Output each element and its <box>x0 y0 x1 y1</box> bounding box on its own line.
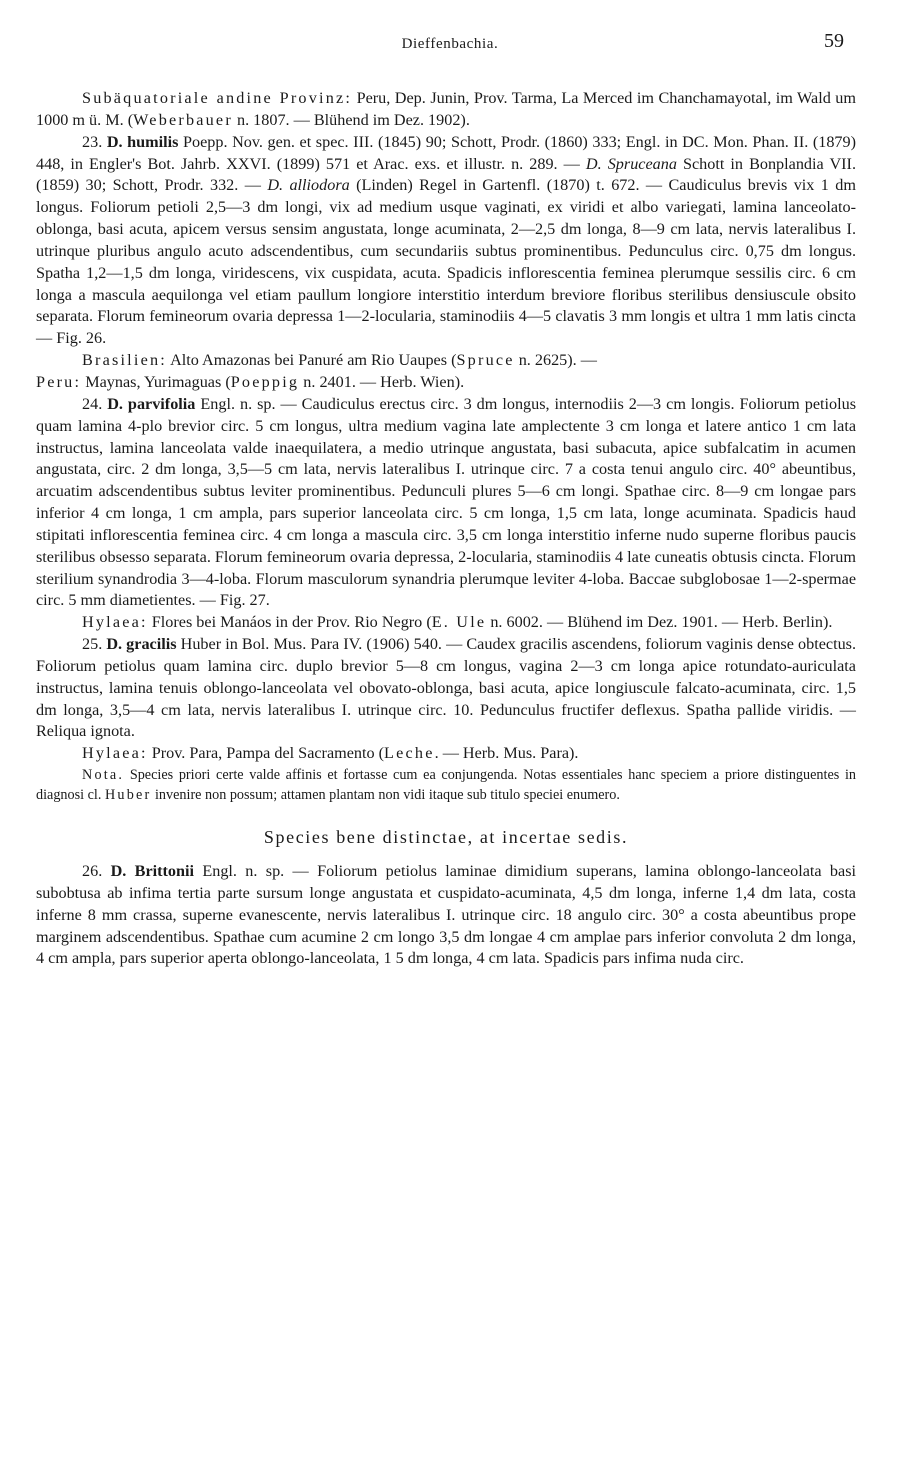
region-label: Brasilien: <box>82 351 167 370</box>
running-title: Dieffenbachia. <box>401 36 499 52</box>
species-number: 25. <box>82 635 107 654</box>
species-number: 23. <box>82 132 107 151</box>
species-number: 26. <box>82 862 111 880</box>
synonym-name: D. Spruceana <box>585 154 677 173</box>
collector-name: Weberbauer <box>133 110 233 129</box>
distribution-paragraph-peru <box>36 88 856 132</box>
paragraph-text: n. 2401. — Herb. Wien). <box>299 372 465 391</box>
nota-label: Nota. <box>82 767 125 784</box>
paragraph-text: Huber in Bol. Mus. Para IV. (1906) 540. — Caudex gracilis ascendens, foliorum vaginis dense obtectus. Foliorum petiolus quam lamina circ. duplo brevior 5—8 cm longus, vagina 2—3 cm longa apice rotundato-auriculata instructus, lamina tenuis oblongo-lanceolata vel obovato-oblonga, basi acuta, apice longiuscule falcato-acuminata, circ. 1,5 dm longa, 3,5—4 cm lata, nervis lateralibus I. utrinque circ. 10. Pedunculus fructifer deflexus. Spatha pallide viridis. — Reliqua ignota. <box>36 635 857 741</box>
region-label: Hylaea: <box>82 744 148 763</box>
paragraph-text: Schott in Bonplandia VII. (1859) 30; Schott, Prodr. 332. — <box>36 154 856 195</box>
collector-name: Leche <box>384 744 435 763</box>
distribution-paragraph <box>36 350 856 372</box>
species-number: 24. <box>82 394 108 413</box>
paragraph-text: Species priori certe valde affinis et fortasse cum ea conjungenda. Notas essentiales hanc speciem a priore distinguentes in diagnosi cl. <box>36 767 856 803</box>
species-name: D. humilis <box>106 132 179 151</box>
paragraph-text: Maynas, Yurimaguas ( <box>81 372 231 391</box>
paragraph-text: Engl. n. sp. — Caudiculus erectus circ. 3 dm longus, internodiis 2—3 cm longis. Foliorum petiolus quam lamina 4-plo brevior circ. 5 cm longus, ultra medium vagina late amplectente 3 cm longa et latere antico 1 cm lata instructus, lamina lanceolata valde inaequilatera, a medio utrinque angustata, basi subacuta, apice subfalcatim in acumen angustata, circ. 2 dm longa, 3,5—5 cm lata, nervis lateralibus I. utrinque circ. 7 a costa tenui angulo circ. 40° abeuntibus, arcuatim adscendentibus subtus leviter prominentibus. Pedunculi plures 5—6 cm longi. Spathae circ. 8—9 cm longae pars inferior 4 cm longa, 1 cm ampla, pars superior lanceolata circ. 5 cm longa, 1,5 cm lata, longe acuminata. Spadicis haud stipitati inflorescentia feminea circ. 4 cm longa a mascula circ. 3,5 cm longa interstitio inferne nudo superne floribus paucis sterilibus obsesso separata. Florum femineorum ovaria depressa, 2-locularia, staminodiis 4 late cuneatis obtusis cincta. Florum sterilium synandrodia 3—4-loba. Florum masculorum synandria plerumque leviter 4-loba. Baccae subglobosae 1—2-spermae circ. 5 mm diametientes. — Fig. 27. <box>36 394 856 610</box>
paragraph-text: . — Herb. Mus. Para). <box>434 744 579 763</box>
species-entry-23 <box>36 132 856 350</box>
collector-name: Poeppig <box>230 372 300 391</box>
synonym-name: D. alliodora <box>267 176 350 195</box>
paragraph-text: Poepp. Nov. gen. et spec. III. (1845) 90; Schott, Prodr. (1860) 333; Engl. in DC. Mon. Phan. II. (1879) 448, in Engler's Bot. Jahrb. XXVI. (1899) 571 et Arac. exs. et illustr. n. 289. — <box>36 132 856 173</box>
species-entry-24 <box>36 394 856 612</box>
page-number: 59 <box>824 30 844 52</box>
collector-name: E. Ule <box>431 613 487 632</box>
paragraph-text: Peru, Dep. Junin, Prov. Tarma, La Merced im Chanchamayotal, im Wald um 1000 m ü. M. ( <box>36 89 856 129</box>
paragraph-text: Alto Amazonas bei Panuré am Rio Uaupes ( <box>166 351 457 370</box>
section-heading: Species bene distinctae, at incertae sedis. <box>263 827 629 848</box>
distribution-paragraph <box>36 372 856 394</box>
page-body <box>36 88 856 970</box>
distribution-paragraph <box>36 743 856 765</box>
paragraph-text: invenire non possum; attamen plantam non vidi itaque sub titulo speciei enumero. <box>151 786 620 803</box>
paragraph-text: Engl. n. sp. — Foliorum petiolus laminae dimidium superans, lamina oblongo-lanceolata basi subobtusa ab infima tertia parte sursum longe angustata et cuspidato-acuminata, 4,5 dm longa, inferne 1,4 dm lata, costa inferne 8 mm crassa, superne evanescente, nervis lateralibus I. utrinque circ. 18 angulo circ. 30° a costa abeuntibus prope marginem adscendentibus. Spathae cum acumine 2 cm longo 3,5 dm longae 4 cm amplae pars inferior convoluta 2 dm longa, 4 cm ampla, pars superior aperta oblongo-lanceolata, 1 5 dm longa, 4 cm lata. Spadicis pars infima nuda circ. <box>36 862 857 968</box>
species-entry-26 <box>36 861 856 970</box>
region-label: Subäquatoriale andine Provinz: <box>82 89 353 107</box>
paragraph-text: Prov. Para, Pampa del Sacramento ( <box>147 744 385 763</box>
paragraph-text: n. 2625). — <box>514 351 597 370</box>
species-name: D. gracilis <box>106 635 177 654</box>
region-label: Hylaea: <box>82 613 148 632</box>
paragraph-text: Flores bei Manáos in der Prov. Rio Negro ( <box>147 613 432 632</box>
collector-name: Spruce <box>456 351 515 370</box>
author-name: Huber <box>104 786 152 803</box>
species-entry-25 <box>36 634 856 743</box>
nota-paragraph <box>36 766 856 805</box>
paragraph-text: n. 6002. — Blühend im Dez. 1901. — Herb. Berlin). <box>486 613 833 632</box>
species-name: D. parvifolia <box>107 394 196 413</box>
region-label: Peru: <box>36 372 82 391</box>
distribution-paragraph <box>36 612 856 634</box>
paragraph-text: (Linden) Regel in Gartenfl. (1870) t. 672. — Caudiculus brevis vix 1 dm longus. Foliorum petioli 2,5—3 dm longi, vix ad medium usque vaginati, ex viridi et albo variegati, lamina lanceolato-oblonga, basi acuta, apicem versus sensim angustata, longe acuminata, 2—2,5 dm longa, 8—9 cm lata, nervis lateralibus I. utrinque pluribus angulo acuto adscendentibus, cum secundariis subtus prominentibus. Pedunculus circ. 0,75 dm longus. Spatha 1,2—1,5 dm longa, viridescens, vix cuspidata, acuta. Spadicis inflorescentia feminea plerumque sessilis circ. 6 cm longa a mascula aequilonga vel etiam paullum longiore interstitio interdum breviore floribus sterilibus densiuscule obsito separata. Florum femineorum ovaria depressa 1—2-locularia, staminodiis 4—5 clavatis 3 mm longis et ultra 1 mm latis cincta — Fig. 26. <box>36 176 856 348</box>
paragraph-text: n. 1807. — Blühend im Dez. 1902). <box>232 110 470 129</box>
species-name: D. Brittonii <box>110 862 195 880</box>
